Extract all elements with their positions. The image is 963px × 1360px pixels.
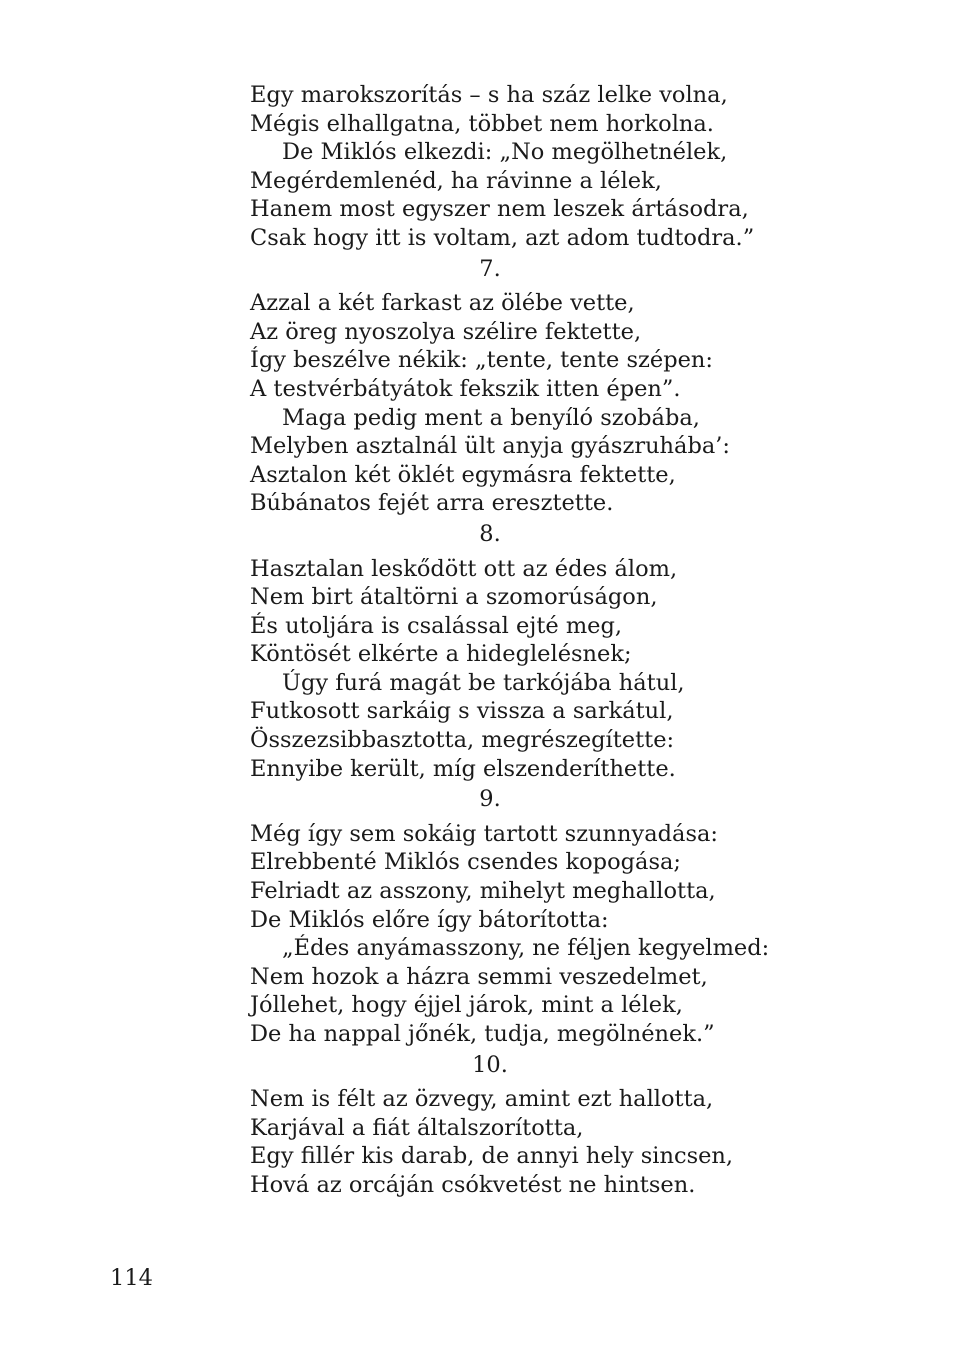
poem-line: És utoljára is csalással ejté meg, <box>250 612 623 639</box>
poem-line: Karjával a fiát általszorította, <box>250 1114 584 1141</box>
poem-line: Az öreg nyoszolya szélire fektette, <box>250 318 642 345</box>
stanza-number: 9. <box>479 786 501 813</box>
poem-line: Mégis elhallgatna, többet nem horkolna. <box>250 110 714 137</box>
poem-line: Még így sem sokáig tartott szunnyadása: <box>250 820 719 847</box>
stanza-7 <box>250 255 870 518</box>
poem-line: Egy marokszorítás – s ha száz lelke volna, <box>250 82 728 108</box>
poem-line: Elrebbenté Miklós csendes kopogása; <box>250 849 681 876</box>
poem-line: Hová az orcáján csókvetést ne hintsen. <box>250 1171 696 1198</box>
poem-line: Egy fillér kis darab, de annyi hely sincsen, <box>250 1143 734 1170</box>
poem-line: Maga pedig ment a benyíló szobába, <box>282 404 700 431</box>
poem-line: Összezsibbasztotta, megrészegítette: <box>250 727 675 754</box>
poem-line: Nem hozok a házra semmi veszedelmet, <box>250 963 708 990</box>
stanza-number: 8. <box>479 520 501 547</box>
poem-line: Úgy furá magát be tarkójába hátul, <box>282 669 685 696</box>
poem-line: De ha nappal jőnék, tudja, megölnének.” <box>250 1021 715 1047</box>
stanza-number: 10. <box>472 1051 508 1078</box>
poem-line: Így beszélve nékik: „tente, tente szépen: <box>250 347 713 374</box>
poem-line: De Miklós elkezdi: „No megölhetnélek, <box>282 139 728 166</box>
poem-text <box>250 81 870 1200</box>
stanza-6-end <box>250 81 870 253</box>
poem-line: Hasztalan leskődött ott az édes álom, <box>250 555 678 582</box>
poem-line: De Miklós előre így bátorította: <box>250 906 609 933</box>
poem-line: Futkosott sarkáig s vissza a sarkátul, <box>250 698 674 725</box>
poem-line: Csak hogy itt is voltam, azt adom tudtodra.” <box>250 224 755 251</box>
stanza-9 <box>250 785 870 1048</box>
stanza-8 <box>250 520 870 783</box>
page-number: 114 <box>110 1265 153 1291</box>
poem-line: Asztalon két öklét egymásra fektette, <box>250 461 676 488</box>
poem-line: Megérdemlenéd, ha rávinne a lélek, <box>250 167 662 194</box>
stanza-number: 7. <box>479 255 501 282</box>
poem-line: Köntösét elkérte a hideglelésnek; <box>250 641 632 668</box>
poem-line: „Édes anyámasszony, ne féljen kegyelmed: <box>282 935 770 962</box>
poem-line: Ennyibe került, míg elszenderíthette. <box>250 755 676 782</box>
stanza-10 <box>250 1051 870 1200</box>
poem-line: A testvérbátyátok fekszik itten épen”. <box>250 375 681 402</box>
poem-line: Azzal a két farkast az ölébe vette, <box>250 290 635 317</box>
poem-line: Nem birt átaltörni a szomorúságon, <box>250 584 658 611</box>
poem-line: Búbánatos fejét arra eresztette. <box>250 490 614 517</box>
poem-line: Melyben asztalnál ült anyja gyászruhába’: <box>250 433 731 460</box>
poem-line: Jóllehet, hogy éjjel járok, mint a lélek, <box>250 992 683 1019</box>
poem-line: Felriadt az asszony, mihelyt meghallotta, <box>250 878 716 905</box>
poem-line: Hanem most egyszer nem leszek ártásodra, <box>250 196 749 223</box>
poem-line: Nem is félt az özvegy, amint ezt hallotta, <box>250 1086 714 1113</box>
